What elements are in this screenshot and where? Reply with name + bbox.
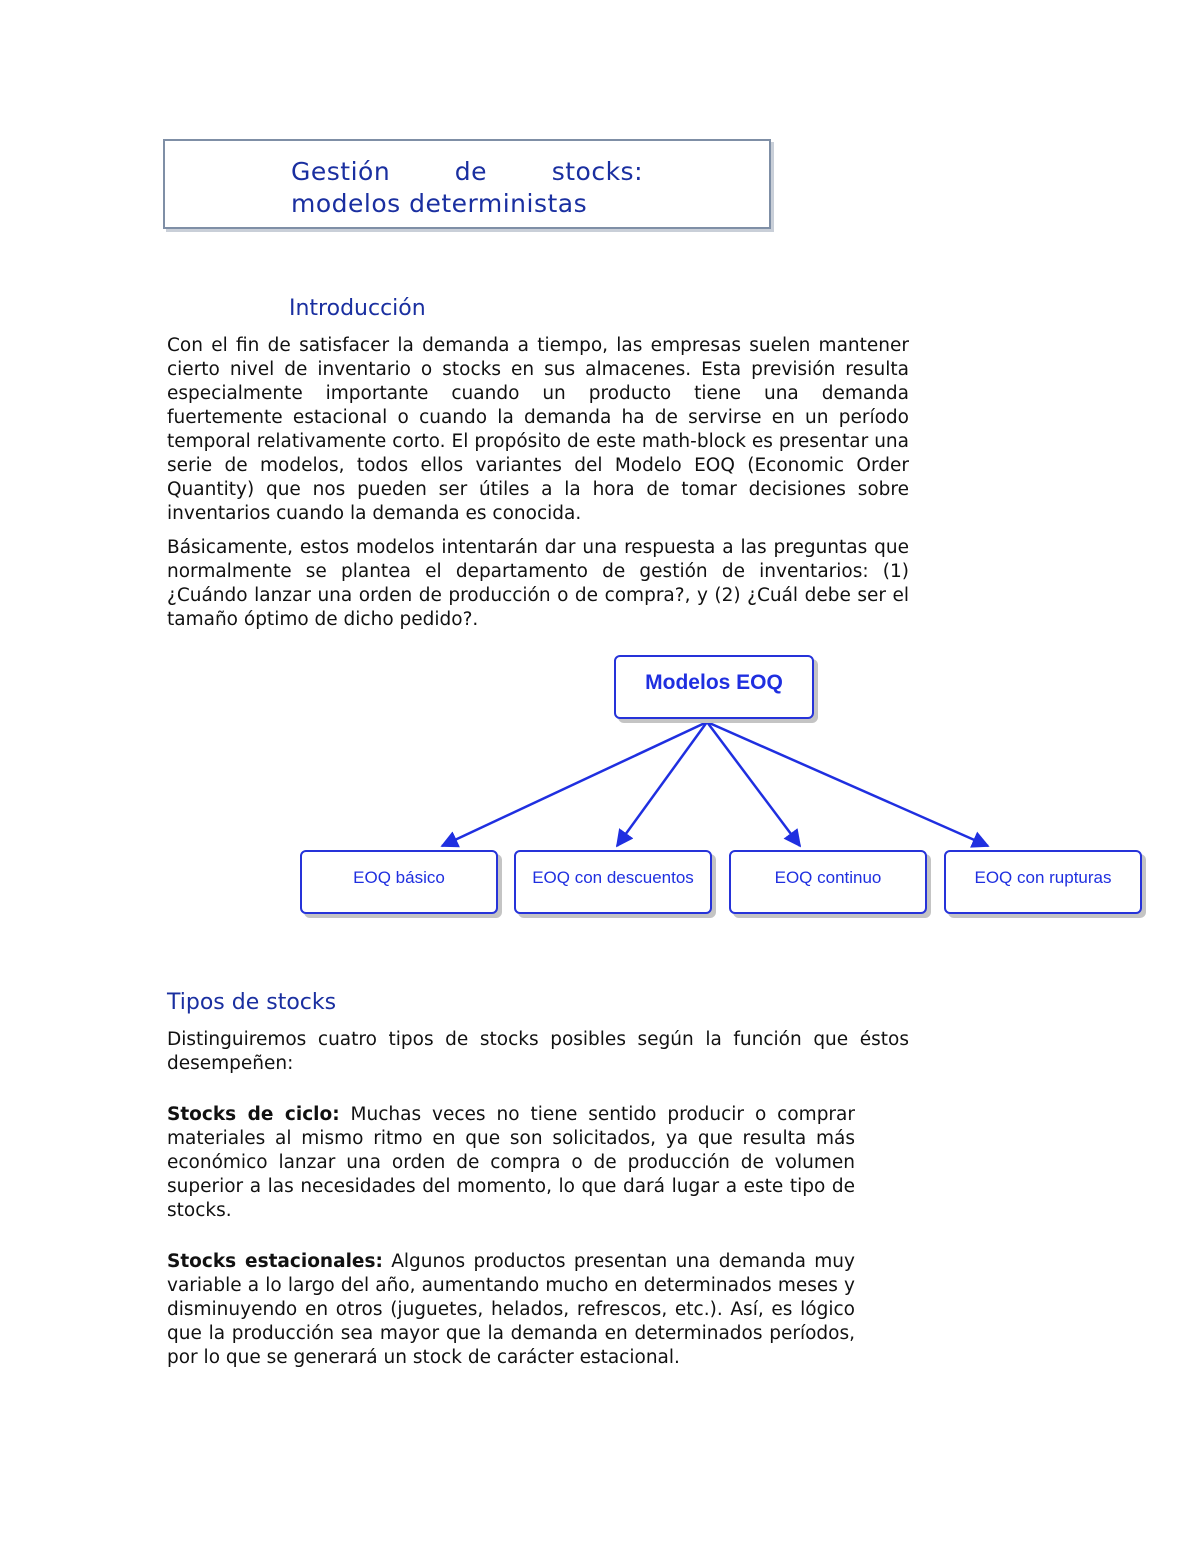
intro-heading: Introducción [289,296,426,321]
stocks-estacionales-term: Stocks estacionales: [167,1251,383,1272]
diagram-node-eoq-rupturas: EOQ con rupturas [944,850,1142,914]
tipos-intro-paragraph: Distinguiremos cuatro tipos de stocks posibles según la función que éstos desempeñen: [167,1029,909,1074]
stocks-ciclo-term: Stocks de ciclo: [167,1104,340,1125]
tipos-heading: Tipos de stocks [167,990,337,1015]
arrow-to-eoq-descuentos [617,722,707,846]
arrow-to-eoq-basico [442,722,707,846]
stocks-estacionales-text: Algunos productos presentan una demanda muy variable a lo largo del año, aumentando mucho en determinados meses y disminuyendo en otros (juguetes, helados, refrescos, etc.). Así, es lógico que la producción sea mayor que la demanda en determinados períodos, por lo que se generará un stock de carácter estacional. [167,1251,855,1368]
stocks-ciclo-text: Muchas veces no tiene sentido producir o comprar materiales al mismo ritmo en que son solicitados, ya que resulta más económico lanzar una orden de compra o de producción de volumen superior a las necesidades del momento, lo que dará lugar a este tipo de stocks. [167,1104,855,1221]
arrow-to-eoq-rupturas [707,722,988,846]
document-title-line-2: modelos deterministas [291,189,588,218]
arrow-to-eoq-continuo [707,722,800,846]
title-box [163,139,771,229]
diagram-node-eoq-basico: EOQ básico [300,850,498,914]
diagram-node-eoq-descuentos: EOQ con descuentos [514,850,712,914]
intro-paragraph-2: Básicamente, estos modelos intentarán dar una respuesta a las preguntas que normalmente se plantea el departamento de gestión de inventarios: (1) ¿Cuándo lanzar una orden de producción o de compra?, y (2) ¿Cuál debe ser el tamaño óptimo de dicho pedido?. [167,537,909,630]
stocks-estacionales-paragraph [167,1250,855,1370]
stocks-ciclo-paragraph [167,1103,855,1223]
diagram-root-node: Modelos EOQ [614,655,814,719]
diagram-node-eoq-continuo: EOQ continuo [729,850,927,914]
intro-paragraph-1: Con el fin de satisfacer la demanda a tiempo, las empresas suelen mantener cierto nivel de inventario o stocks en sus almacenes. Esta previsión resulta especialmente importante cuando un producto tiene una demanda fuertemente estacional o cuando la demanda ha de servirse en un período temporal relativamente corto. El propósito de este math-block es presentar una serie de modelos, todos ellos variantes del Modelo EOQ (Economic Order Quantity) que nos pueden ser útiles a la hora de tomar decisiones sobre inventarios cuando la demanda es conocida. [167,335,909,524]
document-title-line-1: Gestión de stocks: [291,157,643,186]
